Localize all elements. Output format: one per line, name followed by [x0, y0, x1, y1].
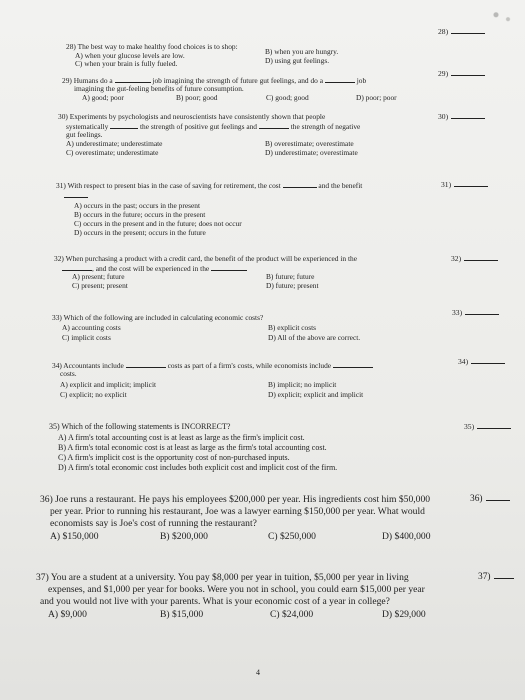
answer-line: [464, 254, 498, 261]
question-stem-cont: and you would not live with your parents. What is your economic cost of a year in college?: [40, 596, 390, 607]
option-c: C) good; good: [266, 93, 309, 102]
question-stem-cont: per year. Prior to running his restaurant, Joe was a lawyer earning $150,000 per year. What would: [50, 506, 425, 517]
answer-number: 34): [458, 357, 469, 366]
option-c: C) explicit; no explicit: [60, 390, 127, 399]
answer-blank-36: [470, 494, 510, 504]
question-stem-cont: economists say is Joe's cost of running the restaurant?: [50, 518, 257, 529]
answer-number: 30): [438, 112, 449, 121]
option-c: C) occurs in the present and in the future; does not occur: [74, 219, 242, 228]
stem-part: the strength of negative: [290, 122, 361, 131]
fill-blank: [283, 180, 317, 188]
option-c: C) $250,000: [268, 531, 316, 542]
option-a: A) $9,000: [48, 609, 87, 620]
answer-blank-32: [451, 254, 498, 263]
answer-line: [451, 69, 485, 76]
answer-blank-35: [464, 422, 511, 431]
answer-blank-33: [452, 308, 499, 317]
answer-blank-37: [478, 572, 514, 582]
option-b: B) $15,000: [160, 609, 204, 620]
answer-number: 28): [438, 27, 449, 36]
stem-part: , and the cost will be experienced in the: [92, 264, 210, 273]
answer-number: 35): [464, 422, 475, 431]
option-b: B) $200,000: [160, 531, 208, 542]
option-b: B) explicit costs: [268, 323, 317, 332]
fill-blank: [211, 263, 247, 271]
answer-number: 31): [441, 180, 452, 189]
option-d: D) occurs in the present; occurs in the future: [74, 228, 206, 237]
option-a: A) explicit and implicit; implicit: [60, 380, 157, 389]
answer-blank-31: [441, 180, 488, 189]
stem-part: 34) Accountants include: [52, 361, 124, 370]
answer-number: 37): [478, 572, 491, 582]
option-a: A) good; poor: [82, 93, 124, 102]
fill-blank: [126, 360, 166, 368]
option-a: A) occurs in the past; occurs in the present: [74, 201, 201, 210]
question-stem: [52, 360, 452, 370]
option-d: D) using gut feelings.: [265, 56, 330, 65]
question-stem: 28) The best way to make healthy food choices is to shop:: [66, 42, 238, 51]
option-a: A) present; future: [72, 272, 125, 281]
paper-texture: [487, 6, 517, 28]
question-stem-cont: costs.: [60, 369, 77, 378]
question-stem: 35) Which of the following statements is INCORRECT?: [49, 422, 231, 431]
option-c: C) when your brain is fully fueled.: [75, 59, 178, 68]
option-a: A) $150,000: [50, 531, 99, 542]
question-stem: 33) Which of the following are included in calculating economic costs?: [52, 313, 264, 322]
answer-line: [486, 494, 510, 501]
answer-line: [494, 572, 514, 579]
option-b: B) A firm's total economic cost is at least as large as the firm's total accounting cost.: [58, 443, 327, 452]
stem-part: 31) With respect to present bias in the case of saving for retirement, the cost: [56, 181, 281, 190]
answer-blank-34: [458, 357, 505, 366]
option-b: B) poor; good: [176, 93, 218, 102]
option-d: D) poor; poor: [356, 93, 397, 102]
option-c: C) overestimate; underestimate: [66, 148, 159, 157]
stem-part: systematically: [66, 122, 109, 131]
answer-line: [451, 112, 485, 119]
fill-blank: [333, 360, 373, 368]
option-d: D) A firm's total economic cost includes both explicit cost and implicit cost of the firm.: [58, 463, 338, 472]
answer-number: 33): [452, 308, 463, 317]
stem-part: job: [356, 76, 367, 85]
option-c: C) present; present: [72, 281, 128, 290]
fill-blank: [325, 75, 355, 83]
fill-blank: [64, 190, 88, 198]
option-a: A) underestimate; underestimate: [66, 139, 163, 148]
answer-number: 29): [438, 69, 449, 78]
answer-line: [465, 308, 499, 315]
answer-number: 36): [470, 494, 483, 504]
stem-part: job imagining the strength of future gut feelings, and do a: [152, 76, 323, 85]
option-d: D) All of the above are correct.: [268, 333, 361, 342]
option-b: B) implicit; no implicit: [268, 380, 337, 389]
answer-blank-30: [438, 112, 485, 121]
answer-line: [451, 27, 485, 34]
option-d: D) $29,000: [382, 609, 426, 620]
option-d: D) future; present: [266, 281, 319, 290]
question-stem-cont: imagining the gut-feeling benefits of future consumption.: [74, 84, 244, 93]
fill-blank: [62, 263, 92, 271]
option-d: D) $400,000: [382, 531, 431, 542]
option-d: D) explicit; explicit and implicit: [268, 390, 364, 399]
stem-part: the strength of positive gut feelings and: [140, 122, 257, 131]
option-a: A) accounting costs: [62, 323, 121, 332]
stem-part: and the benefit: [318, 181, 363, 190]
fill-blank: [115, 75, 151, 83]
answer-line: [477, 422, 511, 429]
question-stem-cont: expenses, and $1,000 per year for books. Were you not in school, you could earn $15,000 per year: [48, 584, 425, 595]
question-stem: 37) You are a student at a university. You pay $8,000 per year in tuition, $5,000 per year in living: [36, 572, 409, 583]
question-stem-cont: [64, 190, 88, 200]
question-stem-cont: [66, 121, 446, 131]
fill-blank: [110, 121, 138, 129]
answer-blank-29: [438, 69, 485, 78]
answer-line: [471, 357, 505, 364]
option-c: C) A firm's implicit cost is the opportunity cost of non-purchased inputs.: [58, 453, 290, 462]
option-c: C) implicit costs: [62, 333, 111, 342]
option-c: C) $24,000: [270, 609, 314, 620]
answer-line: [454, 180, 488, 187]
question-stem-cont: gut feelings.: [66, 130, 103, 139]
option-d: D) underestimate; overestimate: [265, 148, 358, 157]
option-a: A) A firm's total accounting cost is at least as large as the firm's implicit cost.: [58, 433, 305, 442]
answer-blank-28: [438, 27, 485, 36]
option-b: B) overestimate; overestimate: [265, 139, 354, 148]
question-stem: 36) Joe runs a restaurant. He pays his employees $200,000 per year. His ingredients cost him $50,000: [40, 494, 431, 505]
stem-part: 29) Humans do a: [62, 76, 113, 85]
fill-blank: [259, 121, 289, 129]
option-b: B) occurs in the future; occurs in the present: [74, 210, 206, 219]
page-number: 4: [256, 668, 260, 677]
stem-part: costs as part of a firm's costs, while economists include: [167, 361, 332, 370]
option-b: B) when you are hungry.: [265, 47, 339, 56]
answer-number: 32): [451, 254, 462, 263]
question-stem: 30) Experiments by psychologists and neuroscientists have consistently shown that people: [58, 112, 326, 121]
option-b: B) future; future: [266, 272, 315, 281]
question-stem: 32) When purchasing a product with a credit card, the benefit of the product will be experienced in the: [54, 254, 357, 263]
question-stem: [56, 180, 436, 190]
option-a: A) when your glucose levels are low.: [75, 51, 185, 60]
